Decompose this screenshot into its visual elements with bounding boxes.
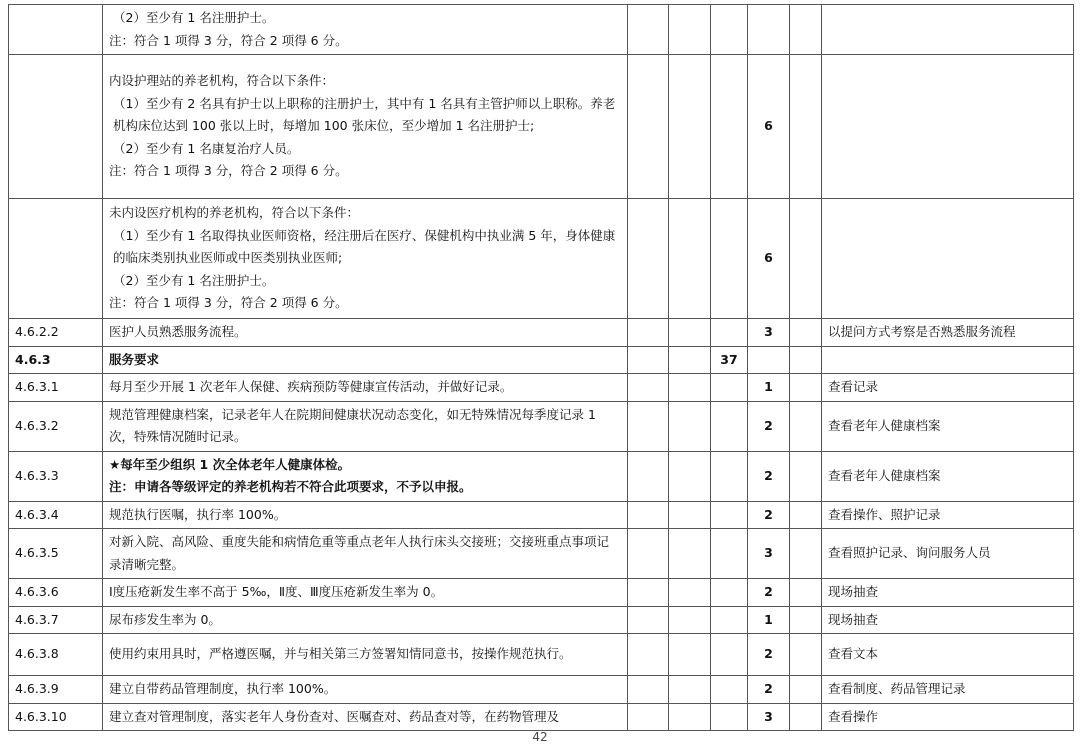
item-code — [9, 55, 103, 199]
item-content — [103, 634, 628, 676]
subtotal-cell — [711, 634, 748, 676]
item-code — [9, 199, 103, 319]
score-cell: 1 — [748, 374, 790, 402]
score-cell: 2 — [748, 501, 790, 529]
empty-score-cell — [790, 451, 822, 501]
score-cell: 3 — [748, 703, 790, 731]
item-content — [103, 501, 628, 529]
empty-score-cell — [669, 401, 711, 451]
empty-score-cell — [790, 529, 822, 579]
empty-score-cell — [628, 374, 669, 402]
table-row — [9, 199, 1074, 319]
assessment-method — [822, 55, 1074, 199]
empty-score-cell — [790, 5, 822, 55]
item-code: 4.6.3.6 — [9, 579, 103, 607]
table-body — [9, 5, 1074, 731]
empty-score-cell — [628, 676, 669, 704]
item-content — [103, 703, 628, 731]
item-code: 4.6.3.1 — [9, 374, 103, 402]
table-row — [9, 606, 1074, 634]
empty-score-cell — [628, 703, 669, 731]
content-line: （1）至少有 2 名具有护士以上职称的注册护士，其中有 1 名具有主管护师以上职称。养老机构床位达到 100 张以上时，每增加 100 张床位，至少增加 1 名注册护士; — [113, 95, 616, 134]
score-cell: 6 — [748, 199, 790, 319]
content-line: Ⅰ度压疮新发生率不高于 5‰，Ⅱ度、Ⅲ度压疮新发生率为 0。 — [109, 584, 444, 599]
content-line: （2）至少有 1 名注册护士。 — [113, 272, 275, 288]
subtotal-cell — [711, 676, 748, 704]
empty-score-cell — [669, 5, 711, 55]
content-line: 未内设医疗机构的养老机构，符合以下条件： — [109, 205, 360, 221]
score-cell: 2 — [748, 579, 790, 607]
empty-score-cell — [790, 374, 822, 402]
table-row — [9, 5, 1074, 55]
assessment-method — [822, 5, 1074, 55]
item-code — [9, 5, 103, 55]
empty-score-cell — [669, 703, 711, 731]
empty-score-cell — [628, 401, 669, 451]
empty-score-cell — [628, 606, 669, 634]
empty-score-cell — [790, 401, 822, 451]
subtotal-cell: 37 — [711, 346, 748, 374]
page-number: 42 — [532, 730, 548, 744]
item-content — [103, 401, 628, 451]
content-line: 内设护理站的养老机构，符合以下条件： — [109, 73, 335, 89]
empty-score-cell — [628, 529, 669, 579]
subtotal-cell — [711, 606, 748, 634]
assessment-method: 查看操作 — [822, 703, 1074, 731]
item-content — [103, 199, 628, 319]
item-content — [103, 5, 628, 55]
item-code: 4.6.3.9 — [9, 676, 103, 704]
item-content — [103, 529, 628, 579]
empty-score-cell — [628, 451, 669, 501]
table-row — [9, 401, 1074, 451]
content-line: 医护人员熟悉服务流程。 — [109, 324, 247, 339]
content-line: （2）至少有 1 名康复治疗人员。 — [113, 140, 300, 156]
empty-score-cell — [628, 5, 669, 55]
score-cell: 2 — [748, 676, 790, 704]
subtotal-cell — [711, 374, 748, 402]
table-row — [9, 346, 1074, 374]
empty-score-cell — [669, 451, 711, 501]
item-content — [103, 55, 628, 199]
empty-score-cell — [790, 676, 822, 704]
assessment-method: 查看操作、照护记录 — [822, 501, 1074, 529]
table-row — [9, 55, 1074, 199]
assessment-method: 以提问方式考察是否熟悉服务流程 — [822, 319, 1074, 347]
empty-score-cell — [669, 634, 711, 676]
subtotal-cell — [711, 501, 748, 529]
assessment-method: 查看制度、药品管理记录 — [822, 676, 1074, 704]
assessment-method — [822, 346, 1074, 374]
empty-score-cell — [790, 199, 822, 319]
subtotal-cell — [711, 5, 748, 55]
table-row — [9, 676, 1074, 704]
item-content — [103, 346, 628, 374]
item-code: 4.6.3.8 — [9, 634, 103, 676]
empty-score-cell — [628, 346, 669, 374]
content-line: 注：符合 1 项得 3 分，符合 2 项得 6 分。 — [109, 295, 348, 311]
empty-score-cell — [669, 319, 711, 347]
subtotal-cell — [711, 529, 748, 579]
score-cell: 3 — [748, 319, 790, 347]
item-content — [103, 676, 628, 704]
item-code: 4.6.3.3 — [9, 451, 103, 501]
table-row — [9, 579, 1074, 607]
content-line: 注：申请各等级评定的养老机构若不符合此项要求，不予以申报。 — [109, 479, 472, 494]
item-code: 4.6.3 — [9, 346, 103, 374]
scoring-table — [8, 4, 1074, 731]
content-line: （1）至少有 1 名取得执业医师资格，经注册后在医疗、保健机构中执业满 5 年，身体健康的临床类别执业医师或中医类别执业医师; — [113, 227, 616, 266]
table-row — [9, 501, 1074, 529]
table-row — [9, 319, 1074, 347]
item-code: 4.6.3.4 — [9, 501, 103, 529]
score-cell — [748, 346, 790, 374]
empty-score-cell — [790, 634, 822, 676]
empty-score-cell — [628, 55, 669, 199]
content-line: 注：符合 1 项得 3 分，符合 2 项得 6 分。 — [109, 163, 348, 179]
item-content — [103, 319, 628, 347]
content-line: 规范管理健康档案，记录老年人在院期间健康状况动态变化，如无特殊情况每季度记录 1 次，特殊情况随时记录。 — [109, 406, 596, 444]
score-cell: 6 — [748, 55, 790, 199]
item-content — [103, 374, 628, 402]
empty-score-cell — [628, 501, 669, 529]
empty-score-cell — [669, 676, 711, 704]
content-line: 对新入院、高风险、重度失能和病情危重等重点老年人执行床头交接班；交接班重点事项记录清晰完整。 — [109, 534, 610, 572]
empty-score-cell — [790, 55, 822, 199]
empty-score-cell — [669, 579, 711, 607]
content-line: ★每年至少组织 1 次全体老年人健康体检。 — [109, 456, 351, 472]
content-line: 使用约束用具时，严格遵医嘱，并与相关第三方签署知情同意书，按操作规范执行。 — [109, 646, 572, 662]
item-content — [103, 451, 628, 501]
empty-score-cell — [790, 346, 822, 374]
content-line: （2）至少有 1 名注册护士。 — [113, 10, 275, 25]
table-row — [9, 451, 1074, 501]
assessment-method: 现场抽查 — [822, 579, 1074, 607]
empty-score-cell — [669, 199, 711, 319]
empty-score-cell — [669, 374, 711, 402]
item-code: 4.6.3.10 — [9, 703, 103, 731]
empty-score-cell — [628, 199, 669, 319]
content-line: 注：符合 1 项得 3 分，符合 2 项得 6 分。 — [109, 32, 348, 48]
content-line: 规范执行医嘱，执行率 100%。 — [109, 506, 287, 522]
item-content — [103, 606, 628, 634]
content-line: 建立查对管理制度，落实老年人身份查对、医嘱查对、药品查对等，在药物管理及 — [109, 708, 560, 724]
empty-score-cell — [669, 501, 711, 529]
item-code: 4.6.3.7 — [9, 606, 103, 634]
table-row — [9, 703, 1074, 731]
assessment-method: 查看文本 — [822, 634, 1074, 676]
score-cell — [748, 5, 790, 55]
empty-score-cell — [790, 501, 822, 529]
content-line: 尿布疹发生率为 0。 — [109, 611, 221, 627]
assessment-method: 查看记录 — [822, 374, 1074, 402]
subtotal-cell — [711, 199, 748, 319]
score-cell: 2 — [748, 401, 790, 451]
content-line: 建立自带药品管理制度，执行率 100%。 — [109, 681, 337, 696]
empty-score-cell — [790, 319, 822, 347]
assessment-method: 现场抽查 — [822, 606, 1074, 634]
assessment-method: 查看老年人健康档案 — [822, 451, 1074, 501]
score-cell: 2 — [748, 451, 790, 501]
table-row — [9, 374, 1074, 402]
subtotal-cell — [711, 703, 748, 731]
empty-score-cell — [790, 579, 822, 607]
subtotal-cell — [711, 579, 748, 607]
score-cell: 2 — [748, 634, 790, 676]
table-row — [9, 529, 1074, 579]
item-code: 4.6.2.2 — [9, 319, 103, 347]
assessment-method — [822, 199, 1074, 319]
subtotal-cell — [711, 401, 748, 451]
subtotal-cell — [711, 319, 748, 347]
empty-score-cell — [628, 579, 669, 607]
empty-score-cell — [669, 346, 711, 374]
assessment-method: 查看照护记录、询问服务人员 — [822, 529, 1074, 579]
item-content — [103, 579, 628, 607]
empty-score-cell — [669, 55, 711, 199]
score-cell: 1 — [748, 606, 790, 634]
table-row — [9, 634, 1074, 676]
empty-score-cell — [790, 703, 822, 731]
empty-score-cell — [628, 319, 669, 347]
content-line: 每月至少开展 1 次老年人保健、疾病预防等健康宣传活动，并做好记录。 — [109, 379, 513, 394]
empty-score-cell — [790, 606, 822, 634]
empty-score-cell — [628, 634, 669, 676]
empty-score-cell — [669, 606, 711, 634]
subtotal-cell — [711, 451, 748, 501]
item-code: 4.6.3.2 — [9, 401, 103, 451]
empty-score-cell — [669, 529, 711, 579]
item-code: 4.6.3.5 — [9, 529, 103, 579]
subtotal-cell — [711, 55, 748, 199]
score-cell: 3 — [748, 529, 790, 579]
content-line: 服务要求 — [109, 351, 160, 367]
assessment-method: 查看老年人健康档案 — [822, 401, 1074, 451]
